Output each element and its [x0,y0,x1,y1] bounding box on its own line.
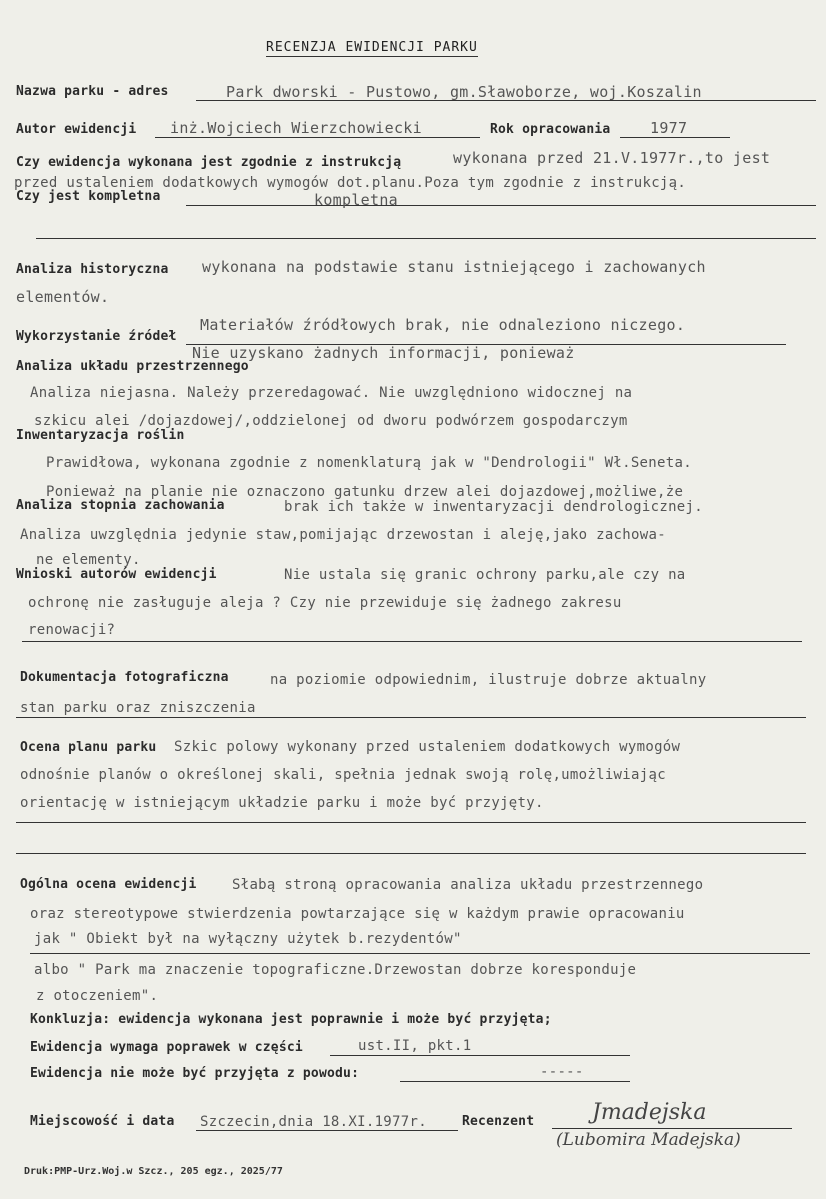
plan-value-line2: odnośnie planów o określonej skali, spełnia jednak swoją rolę,umożliwiając [20,767,666,783]
year-label: Rok opracowania [490,122,611,137]
compliance-value-line2: przed ustaleniem dodatkowych wymogów dot.planu.Poza tym zgodnie z instrukcją. [14,175,687,191]
year-value: 1977 [650,119,688,137]
complete-label: Czy jest kompletna [16,189,161,204]
corrections-value: ust.II, pkt.1 [358,1038,472,1054]
compliance-value-line1: wykonana przed 21.V.1977r.,to jest [453,149,771,167]
inventory-value-line2: Ponieważ na planie nie oznaczono gatunku drzew alei dojazdowej,możliwe,że [46,484,684,500]
year-underline [620,137,730,138]
print-note: Druk:PMP-Urz.Woj.w Szcz., 205 egz., 2025/77 [24,1166,283,1177]
historical-value-line1: wykonana na podstawie stanu istniejącego i zachowanych [202,258,706,276]
compliance-label: Czy ewidencja wykonana jest zgodnie z instrukcją [16,155,402,170]
photo-value-line1: na poziomie odpowiednim, ilustruje dobrze aktualny [270,672,707,688]
plan-value-line3: orientację w istniejącym układzie parku i może być przyjęty. [20,795,544,811]
preservation-value-line1: brak ich także w inwentaryzacji dendrologicznej. [284,499,703,515]
photo-underline [16,717,806,718]
place-date-value: Szczecin,dnia 18.XI.1977r. [200,1114,427,1130]
park-name-value: Park dworski - Pustowo, gm.Sławoborze, woj.Koszalin [226,83,702,101]
historical-label: Analiza historyczna [16,262,169,277]
sources-value-line2: Nie uzyskano żadnych informacji, ponieważ [192,344,575,362]
sources-label: Wykorzystanie źródeł [16,329,177,344]
general-value-line5: z otoczeniem". [36,988,159,1004]
plan-underline-2 [16,853,806,854]
spatial-value-line2: szkicu alei /dojazdowej/,oddzielonej od dworu podwórzem gospodarczym [34,413,628,429]
author-underline [155,137,480,138]
photo-value-line2: stan parku oraz zniszczenia [20,700,256,716]
conclusions-value-line3: renowacji? [28,622,116,638]
corrections-underline [330,1055,630,1056]
reviewer-label: Recenzent [462,1114,535,1129]
sources-value-line1: Materiałów źródłowych brak, nie odnaleziono niczego. [200,316,686,334]
conclusions-value-line2: ochronę nie zasługuje aleja ? Czy nie przewiduje się żadnego zakresu [28,595,622,611]
place-date-underline [196,1130,458,1131]
conclusions-value-line1: Nie ustala się granic ochrony parku,ale czy na [284,567,686,583]
preservation-label: Analiza stopnia zachowania [16,498,225,513]
author-label: Autor ewidencji [16,122,137,137]
plan-underline-1 [16,822,806,823]
preservation-value-line3: ne elementy. [36,552,141,568]
reviewer-name: (Lubomira Madejska) [556,1130,741,1150]
historical-value-line2: elementów. [16,288,110,306]
general-value-line1: Słabą stroną opracowania analiza układu przestrzennego [232,877,704,893]
general-value-line4: albo " Park ma znaczenie topograficzne.Drzewostan dobrze koresponduje [34,962,637,978]
complete-value: kompletna [314,191,398,209]
inventory-value-line1: Prawidłowa, wykonana zgodnie z nomenklaturą jak w "Dendrologii" Wł.Seneta. [46,455,692,471]
photo-label: Dokumentacja fotograficzna [20,670,229,685]
general-value-line2: oraz stereotypowe stwierdzenia powtarzające się w każdym prawie opracowaniu [30,906,685,922]
inventory-label: Inwentaryzacja roślin [16,428,185,443]
spatial-label: Analiza układu przestrzennego [16,359,249,374]
corrections-label: Ewidencja wymaga poprawek w części [30,1040,303,1055]
document-title: RECENZJA EWIDENCJI PARKU [266,40,478,55]
place-date-label: Miejscowość i data [30,1114,175,1129]
rejected-label: Ewidencja nie może być przyjęta z powodu: [30,1066,360,1081]
reviewer-underline [552,1128,792,1129]
general-underline [30,953,810,954]
plan-value-line1: Szkic polowy wykonany przed ustaleniem dodatkowych wymogów [174,739,681,755]
reviewer-signature: Jmadejska [592,1100,707,1125]
general-label: Ogólna ocena ewidencji [20,877,197,892]
spatial-value-line1: Analiza niejasna. Należy przeredagować. Nie uwzględniono widocznej na [30,385,633,401]
conclusions-underline [22,641,802,642]
preservation-value-line2: Analiza uwzględnia jedynie staw,pomijając drzewostan i aleję,jako zachowa- [20,527,666,543]
park-name-label: Nazwa parku - adres [16,84,169,99]
plan-label: Ocena planu parku [20,740,157,755]
author-value: inż.Wojciech Wierzchowiecki [170,119,422,137]
complete-underline-2 [36,238,816,239]
conclusion-heading: Konkluzja: ewidencja wykonana jest poprawnie i może być przyjęta; [30,1012,552,1027]
conclusions-label: Wnioski autorów ewidencji [16,567,217,582]
rejected-value: ----- [540,1064,584,1080]
rejected-underline [400,1081,630,1082]
general-value-line3: jak " Obiekt był na wyłączny użytek b.rezydentów" [34,931,462,947]
complete-underline [186,205,816,206]
